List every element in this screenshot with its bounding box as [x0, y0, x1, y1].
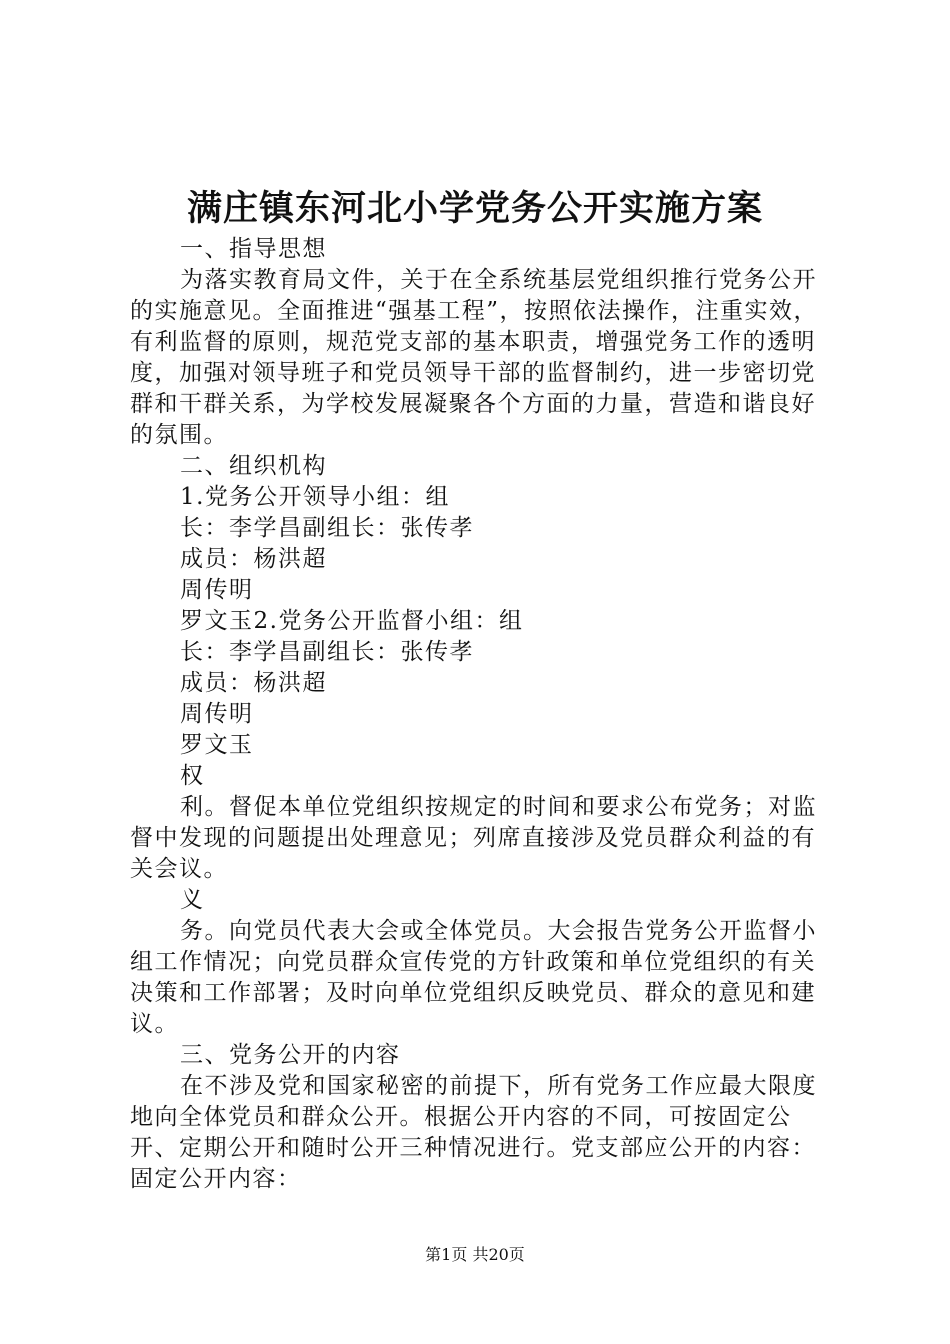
paragraph: 权 — [180, 763, 205, 789]
paragraph: 1.党务公开领导小组：组 — [180, 484, 450, 510]
page-footer: 第1页 共20页 — [425, 1245, 525, 1264]
paragraph: 在不涉及党和国家秘密的前提下，所有党务工作应最大限度地向全体党员和群众公开。根据公开内容的不同，可按固定公开、定期公开和随时公开三种情况进行。党支部应公开的内容：固定公开内容： — [130, 1073, 817, 1192]
paragraph: 为落实教育局文件，关于在全系统基层党组织推行党务公开的实施意见。全面推进“强基工程”，按照依法操作，注重实效，有利监督的原则，规范党支部的基本职责，增强党务工作的透明度，加强对领导班子和党员领导干部的监督制约，进一步密切党群和干群关系，为学校发展凝聚各个方面的力量，营造和谐良好的氛围。 — [130, 267, 819, 448]
document-body — [130, 234, 830, 1195]
document-title: 满庄镇东河北小学党务公开实施方案 — [186, 188, 763, 229]
paragraph: 务。向党员代表大会或全体党员。大会报告党务公开监督小组工作情况；向党员群众宣传党的方针政策和单位党组织的有关决策和工作部署；及时向单位党组织反映党员、群众的意见和建议。 — [130, 918, 817, 1037]
paragraph: 成员：杨洪超 — [180, 546, 327, 572]
paragraph: 长：李学昌副组长：张传孝 — [180, 639, 474, 665]
paragraph: 周传明 — [180, 577, 254, 603]
paragraph: 利。督促本单位党组织按规定的时间和要求公布党务；对监督中发现的问题提出处理意见；列席直接涉及党员群众利益的有关会议。 — [130, 794, 817, 882]
paragraph: 长：李学昌副组长：张传孝 — [180, 515, 474, 541]
paragraph: 周传明 — [180, 701, 254, 727]
paragraph: 罗文玉2.党务公开监督小组：组 — [180, 608, 524, 634]
section-heading: 一、指导思想 — [180, 236, 327, 262]
paragraph: 义 — [180, 887, 205, 913]
paragraph: 罗文玉 — [180, 732, 254, 758]
paragraph: 成员：杨洪超 — [180, 670, 327, 696]
section-heading: 三、党务公开的内容 — [180, 1042, 401, 1068]
section-heading: 二、组织机构 — [180, 453, 327, 479]
